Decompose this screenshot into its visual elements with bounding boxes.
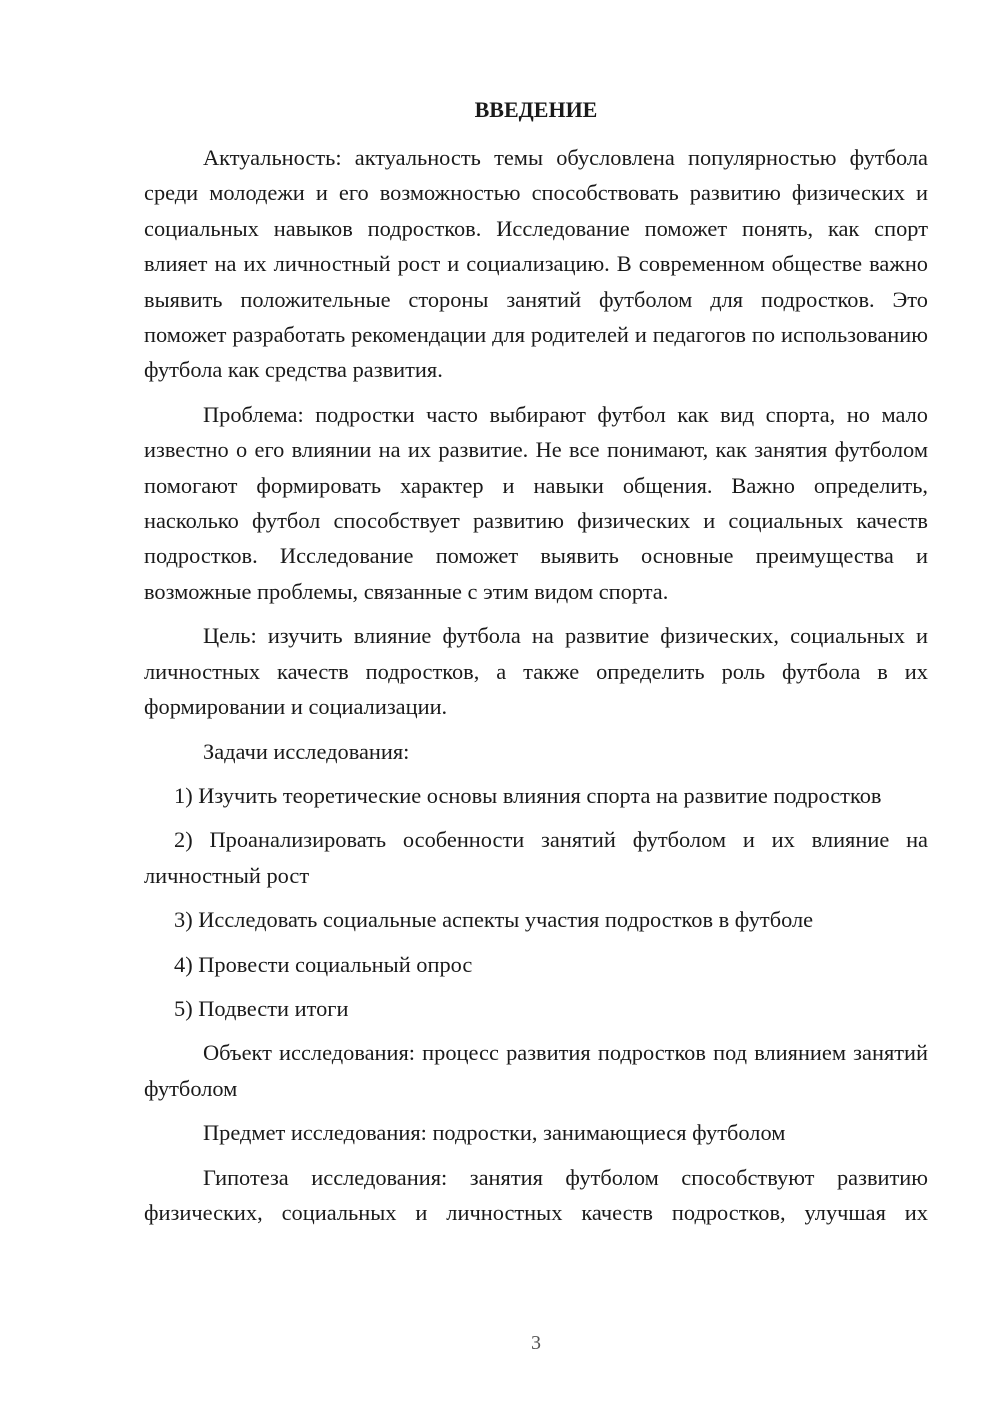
goal-paragraph: Цель: изучить влияние футбола на развитие физических, социальных и личностных качеств подростков, а также определить роль футбола в их формировании и социализации. bbox=[144, 623, 928, 720]
page-title: ВВЕДЕНИЕ bbox=[474, 97, 598, 122]
task-item-1: 1) Изучить теоретические основы влияния спорта на развитие подростков bbox=[174, 782, 882, 808]
task-item-3: 3) Исследовать социальные аспекты участия подростков в футболе bbox=[174, 907, 814, 933]
page-number: 3 bbox=[531, 1332, 541, 1354]
tasks-heading: Задачи исследования: bbox=[203, 738, 410, 764]
task-item-4: 4) Провести социальный опрос bbox=[174, 951, 473, 977]
document-page bbox=[144, 92, 928, 1239]
subject-paragraph: Предмет исследования: подростки, занимающиеся футболом bbox=[203, 1120, 786, 1146]
task-item-2: 2) Проанализировать особенности занятий футболом и их влияние на личностный рост bbox=[144, 827, 928, 888]
hypothesis-paragraph: Гипотеза исследования: занятия футболом способствуют развитию физических, социальных и личностных качеств подростков, улучшая их bbox=[144, 1164, 928, 1225]
object-paragraph: Объект исследования: процесс развития подростков под влиянием занятий футболом bbox=[144, 1040, 928, 1101]
relevance-paragraph: Актуальность: актуальность темы обусловлена популярностью футбола среди молодежи и его возможностью способствовать развитию физических и социальных навыков подростков. Исследование поможет понять, как спорт влияет на их личностный рост и социализацию. В современном обществе важно выявить положительные стороны занятий футболом для подростков. Это поможет разработать рекомендации для родителей и педагогов по использованию футбола как средства развития. bbox=[144, 145, 928, 383]
problem-paragraph: Проблема: подростки часто выбирают футбол как вид спорта, но мало известно о его влиянии на их развитие. Не все понимают, как занятия футболом помогают формировать характер и навыки общения. Важно определить, насколько футбол способствует развитию физических и социальных качеств подростков. Исследование поможет выявить основные преимущества и возможные проблемы, связанные с этим видом спорта. bbox=[144, 401, 928, 604]
task-item-5: 5) Подвести итоги bbox=[174, 995, 349, 1021]
